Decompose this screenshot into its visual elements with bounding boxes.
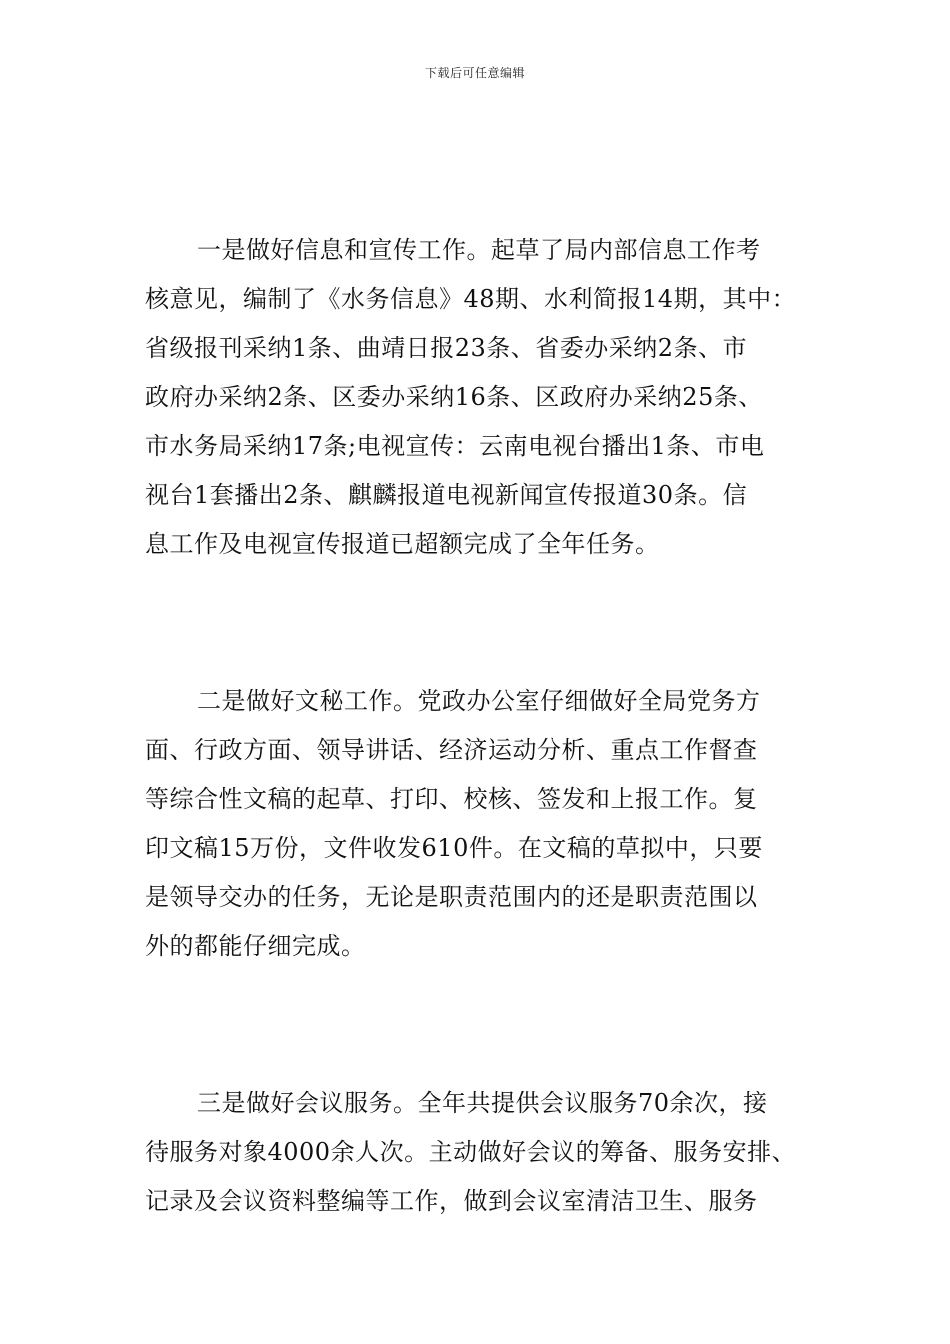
paragraph-line: 记录及会议资料整编等工作，做到会议室清洁卫生、服务	[145, 1187, 758, 1215]
paragraph-information-publicity	[145, 226, 815, 569]
page-header: 下载后可任意编辑	[424, 66, 525, 80]
paragraph-line: 外的都能仔细完成。	[145, 932, 366, 960]
paragraph-line: 省级报刊采纳1条、曲靖日报23条、省委办采纳2条、市	[145, 334, 748, 362]
paragraph-line: 印文稿15万份，文件收发610件。在文稿的草拟中，只要	[145, 834, 763, 862]
paragraph-line: 一是做好信息和宣传工作。起草了局内部信息工作考	[197, 236, 761, 264]
paragraph-line: 视台1套播出2条、麒麟报道电视新闻宣传报道30条。信	[145, 481, 748, 509]
document-body	[145, 226, 815, 1226]
paragraph-line: 政府办采纳2条、区委办采纳16条、区政府办采纳25条、	[145, 383, 763, 411]
paragraph-line: 是领导交办的任务，无论是职责范围内的还是职责范围以	[145, 883, 758, 911]
paragraph-line: 待服务对象4000余人次。主动做好会议的筹备、服务安排、	[145, 1138, 797, 1166]
paragraph-secretarial-work	[145, 677, 815, 971]
paragraph-line: 二是做好文秘工作。党政办公室仔细做好全局党务方	[197, 687, 761, 715]
paragraph-line: 息工作及电视宣传报道已超额完成了全年任务。	[145, 530, 660, 558]
paragraph-meeting-service	[145, 1079, 815, 1226]
paragraph-line: 核意见，编制了《水务信息》48期、水利简报14期，其中：	[145, 285, 797, 313]
paragraph-line: 市水务局采纳17条;电视宣传：云南电视台播出1条、市电	[145, 432, 765, 460]
paragraph-line: 面、行政方面、领导讲话、经济运动分析、重点工作督查	[145, 736, 758, 764]
paragraph-line: 等综合性文稿的起草、打印、校核、签发和上报工作。复	[145, 785, 758, 813]
paragraph-line: 三是做好会议服务。全年共提供会议服务70余次，接	[197, 1089, 768, 1117]
